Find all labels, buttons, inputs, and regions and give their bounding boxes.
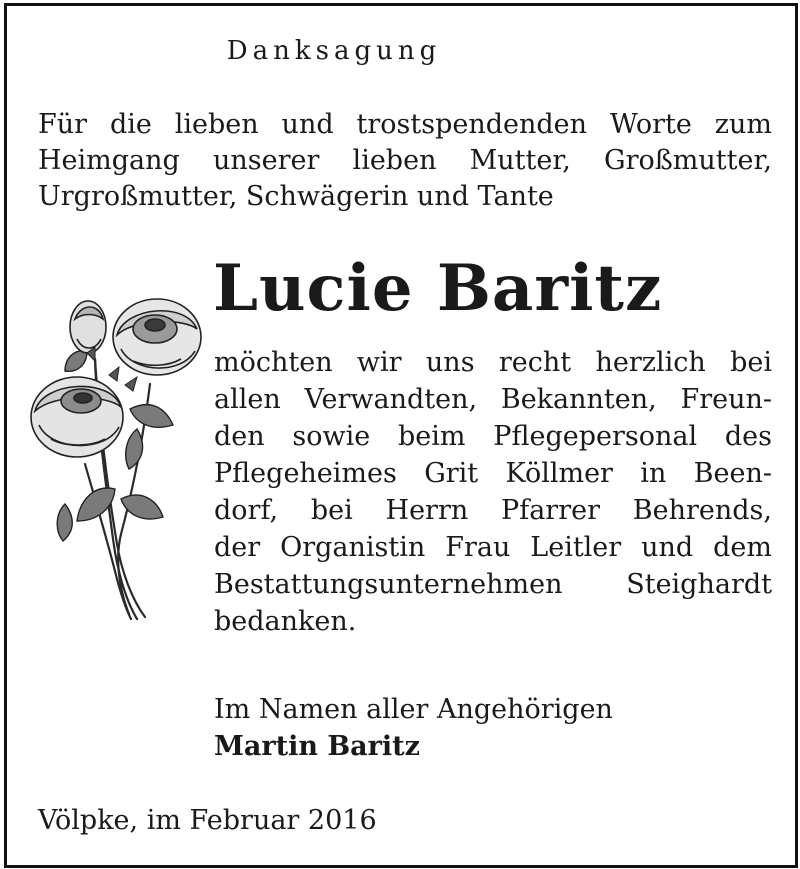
roses-icon: [25, 289, 210, 624]
closing-text: Im Namen aller Angehörigen: [214, 694, 613, 725]
intro-line: Urgroßmutter, Schwägerin und Tante: [38, 181, 554, 212]
closing-block: [214, 691, 734, 765]
intro-line: Heimgang unserer lieben Mutter, Großmutter,: [38, 145, 772, 176]
signer-name: Martin Baritz: [214, 731, 420, 762]
body-line: möchten wir uns recht herzlich bei: [214, 347, 772, 378]
deceased-name: Lucie Baritz: [213, 251, 663, 326]
notice-heading: Danksagung: [226, 36, 442, 66]
obituary-notice: [4, 3, 798, 868]
body-line: den sowie beim Pflegepersonal des: [214, 421, 772, 452]
thanks-paragraph: [214, 344, 772, 640]
body-line: Pflegeheimes Grit Köllmer in Been-: [214, 458, 772, 489]
place-date: Völpke, im Februar 2016: [38, 805, 377, 836]
intro-paragraph: [38, 107, 772, 215]
body-line: bedanken.: [214, 606, 357, 637]
intro-line: Für die lieben und trostspendenden Worte zum: [38, 109, 772, 140]
body-line: der Organistin Frau Leitler und dem: [214, 532, 772, 563]
body-line: allen Verwandten, Bekannten, Freun-: [214, 384, 772, 415]
body-line: dorf, bei Herrn Pfarrer Behrends,: [214, 495, 772, 526]
body-line: Bestattungsunternehmen Steighardt: [214, 569, 772, 600]
